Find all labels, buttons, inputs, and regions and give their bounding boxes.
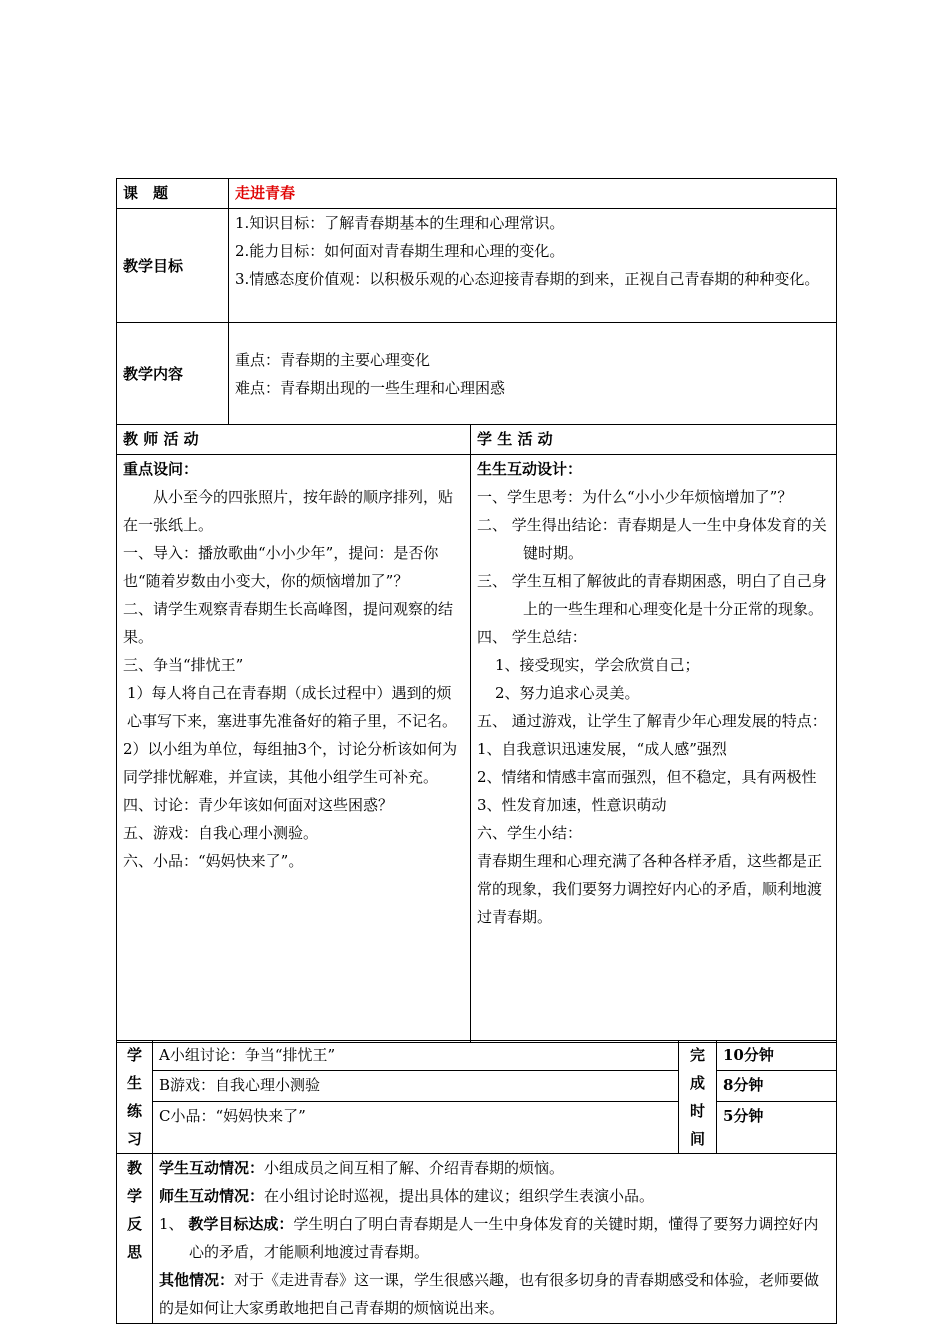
student-item: 六、学生小结： <box>477 824 583 842</box>
student-item: 3、性发育加速，性意识萌动 <box>477 796 667 814</box>
content-body <box>229 323 837 425</box>
student-item: 四、 学生总结： <box>477 628 587 646</box>
student-activity <box>471 455 837 1043</box>
goals-label: 教学目标 <box>117 209 229 323</box>
teacher-para: 2）以小组为单位，每组抽3个，讨论分析该如何为同学排忧解难，并宣读，其他小组学生可补充。 <box>123 740 458 786</box>
student-item: 青春期生理和心理充满了各种各样矛盾，这些都是正常的现象，我们要努力调控好内心的矛盾，顺利地渡过青春期。 <box>477 852 823 926</box>
student-item: 二、 学生得出结论：青春期是人一生中身体发育的关键时期。 <box>477 516 827 562</box>
goal-ability: 2.能力目标：如何面对青春期生理和心理的变化。 <box>235 242 565 260</box>
time-label <box>679 1041 717 1154</box>
teacher-para: 三、争当“排忧王” <box>123 656 244 674</box>
student-item: 2、努力追求心灵美。 <box>495 684 640 702</box>
practice-task: A小组讨论：争当“排忧王” <box>153 1041 679 1071</box>
teacher-activity-header: 教 师 活 动 <box>117 425 471 455</box>
practice-time: 8分钟 <box>717 1071 837 1101</box>
reflection-other: 其他情况：对于《走进青春》这一课，学生很感兴趣，也有很多切身的青春期感受和体验，老师要做的是如何让大家勇敢地把自己青春期的烦恼说出来。 <box>159 1271 820 1317</box>
practice-label-text: 学 生 练 习 <box>126 1046 142 1148</box>
lesson-plan-table <box>116 178 837 1043</box>
student-heading: 生生互动设计： <box>477 460 583 478</box>
reflection-teacher-interaction: 师生互动情况：在小组讨论时巡视，提出具体的建议；组织学生表演小品。 <box>159 1187 655 1205</box>
student-item: 五、 通过游戏，让学生了解青少年心理发展的特点： <box>477 712 827 730</box>
time-label-text: 完 成 时 间 <box>689 1046 705 1148</box>
teacher-para: 一、导入：播放歌曲“小小少年”，提问：是否你也“随着岁数由小变大，你的烦恼增加了”？ <box>123 544 439 590</box>
student-item: 1、接受现实，学会欣赏自己； <box>495 656 700 674</box>
practice-label <box>117 1041 153 1154</box>
goal-attitude: 3.情感态度价值观：以积极乐观的心态迎接青春期的到来，正视自己青春期的种种变化。 <box>235 270 820 288</box>
reflection-body <box>153 1154 837 1324</box>
content-label: 教学内容 <box>117 323 229 425</box>
teacher-para: 六、小品：“妈妈快来了”。 <box>123 852 304 870</box>
practice-time: 10分钟 <box>717 1041 837 1071</box>
teacher-para: 二、请学生观察青春期生长高峰图，提问观察的结果。 <box>123 600 454 646</box>
student-item: 三、 学生互相了解彼此的青春期困惑，明白了自己身上的一些生理和心理变化是十分正常的现象。 <box>477 572 827 618</box>
title-label: 课 题 <box>117 179 229 209</box>
teacher-para: 从小至今的四张照片，按年龄的顺序排列，贴在一张纸上。 <box>123 488 454 534</box>
content-difficult-point: 难点：青春期出现的一些生理和心理困惑 <box>235 378 506 397</box>
practice-task: C小品：“妈妈快来了” <box>153 1101 679 1153</box>
practice-task: B游戏：自我心理小测验 <box>153 1071 679 1101</box>
goal-knowledge: 1.知识目标：了解青春期基本的生理和心理常识。 <box>235 214 565 232</box>
practice-table <box>116 1040 837 1324</box>
lesson-title: 走进青春 <box>229 179 837 209</box>
teacher-heading: 重点设问： <box>123 460 199 478</box>
reflection-goal-achievement: 1、 教学目标达成：学生明白了明白青春期是人一生中身体发育的关键时期，懂得了要努力调控好内心的矛盾，才能顺利地渡过青春期。 <box>159 1215 819 1261</box>
activity-row <box>117 455 837 1043</box>
reflection-label-text: 教 学 反 思 <box>126 1159 142 1261</box>
student-activity-header: 学 生 活 动 <box>471 425 837 455</box>
teacher-para: 1）每人将自己在青春期（成长过程中）遇到的烦心事写下来，塞进事先准备好的箱子里，不记名。 <box>127 684 458 730</box>
teacher-activity <box>117 455 471 1043</box>
content-key-point: 重点：青春期的主要心理变化 <box>235 350 431 369</box>
title-row <box>117 179 837 209</box>
content-row <box>117 323 837 425</box>
goals-row <box>117 209 837 323</box>
practice-time: 5分钟 <box>717 1101 837 1153</box>
student-item: 一、学生思考：为什么“小小少年烦恼增加了”？ <box>477 488 793 506</box>
reflection-student-interaction: 学生互动情况：小组成员之间互相了解、介绍青春期的烦恼。 <box>159 1159 565 1177</box>
activity-header-row <box>117 425 837 455</box>
student-item: 2、情绪和情感丰富而强烈，但不稳定，具有两极性 <box>477 768 817 786</box>
teacher-para: 五、游戏：自我心理小测验。 <box>123 824 319 842</box>
goals-content <box>229 209 837 323</box>
reflection-row <box>117 1154 837 1324</box>
teacher-para: 四、讨论：青少年该如何面对这些困惑？ <box>123 796 394 814</box>
student-item: 1、自我意识迅速发展，“成人感”强烈 <box>477 740 727 758</box>
reflection-label <box>117 1154 153 1324</box>
